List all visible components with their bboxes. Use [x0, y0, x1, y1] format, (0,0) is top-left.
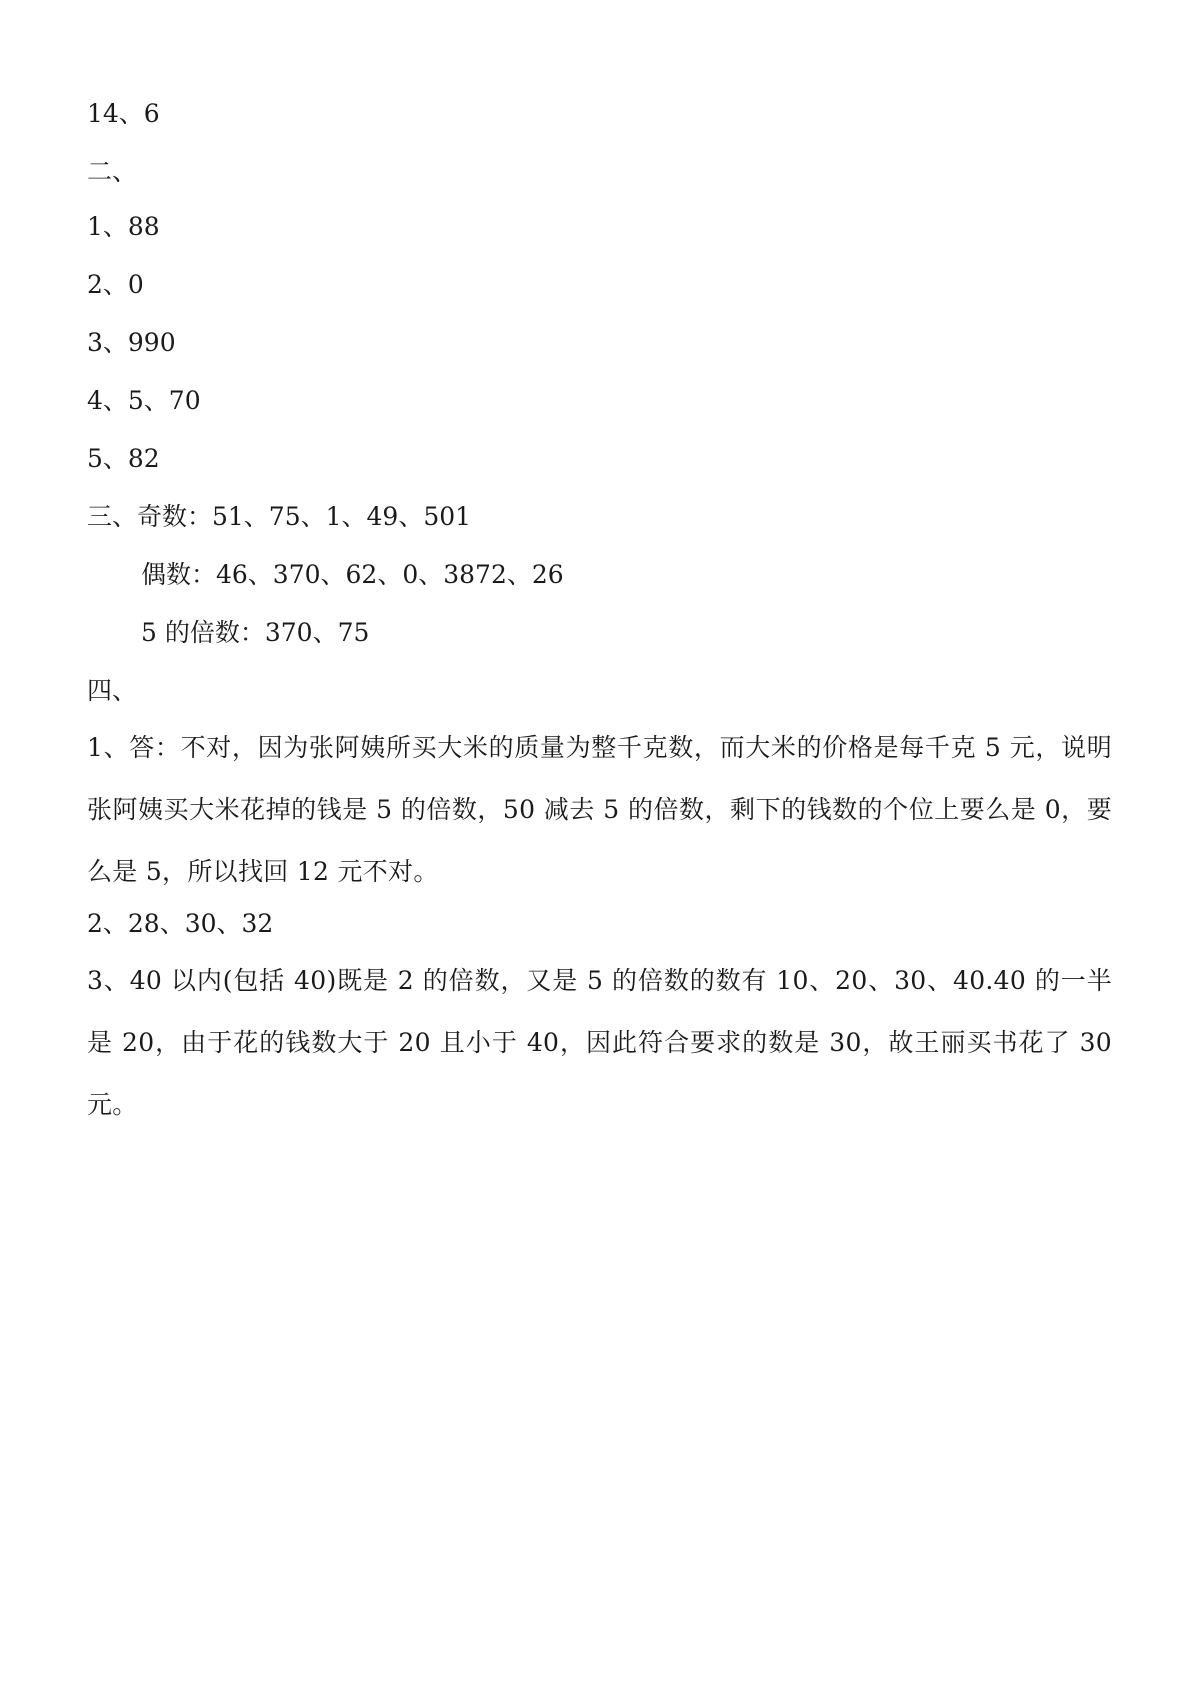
answer-line-14: 14、6 [87, 99, 160, 128]
section-2-answer-5: 5、82 [87, 444, 160, 473]
section-2-heading: 二、 [87, 157, 138, 186]
section-2-answer-3: 3、990 [87, 328, 176, 357]
section-2-answer-4: 4、5、70 [87, 386, 201, 415]
section-4-answer-3: 3、40 以内(包括 40)既是 2 的倍数，又是 5 的倍数的数有 10、20、30、40.40 的一半是 20，由于花的钱数大于 20 且小于 40，因此符合要求的数是 30，故王丽买书花了 30 元。 [87, 966, 1112, 1119]
section-4-answer-1: 1、答：不对，因为张阿姨所买大米的质量为整千克数，而大米的价格是每千克 5 元，说明张阿姨买大米花掉的钱是 5 的倍数，50 减去 5 的倍数，剩下的钱数的个位上要么是 0，要么是 5，所以找回 12 元不对。 [87, 733, 1112, 886]
section-3-even-numbers: 偶数：46、370、62、0、3872、26 [141, 560, 564, 589]
section-4-heading: 四、 [87, 676, 138, 705]
section-3-odd-numbers: 三、奇数：51、75、1、49、501 [87, 502, 472, 531]
section-3-multiples-of-5: 5 的倍数：370、75 [141, 618, 370, 647]
section-2-answer-2: 2、0 [87, 270, 144, 299]
section-4-answer-2: 2、28、30、32 [87, 909, 274, 938]
section-2-answer-1: 1、88 [87, 212, 160, 241]
